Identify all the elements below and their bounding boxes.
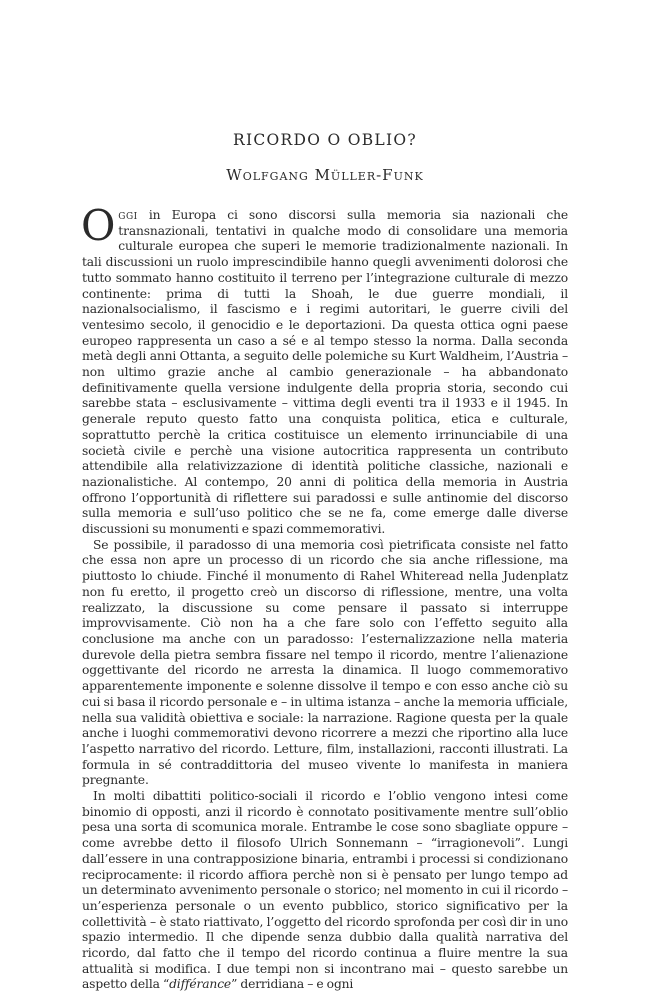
- body-text: [81, 201, 568, 993]
- drop-cap: O: [81, 201, 116, 250]
- chapter-title: RICORDO O OBLIO?: [232, 131, 418, 149]
- paragraph-3: [82, 789, 568, 993]
- first-word-small-caps: ggi: [118, 208, 138, 222]
- paragraph-3-end: ” derridiana – e ogni: [231, 977, 354, 992]
- author-name: Wolfgang Müller-Funk: [226, 166, 424, 184]
- paragraph-1: [81, 201, 568, 538]
- paragraph-3-text: In molti dibattiti politico-sociali il ricordo e l’oblio vengono intesi come binomio di opposti, anzi il ricordo è connotato positivamente mentre sull’oblio pesa una sorta di scomunica morale. Entrambe le cose sono sbagliate oppure – come avrebbe detto il filosofo Ulrich Sonnemann – “irragionevoli”. Lungi dall’essere in una contrapposizione binaria, entrambi i processi si condizionano reciprocamente: il ricordo affiora perchè non si è pensato per lungo tempo ad un determinato avvenimento personale o storico; nel momento in cui il ricordo – un’esperienza personale o un evento pubblico, storico significativo per la collettività – è stato riattivato, l’oggetto del ricordo sprofonda per così dir in uno spazio intermedio. Il che dipende senza dubbio dalla qualità narrativa del ricordo, dal fatto che il tempo del ricordo continua a fluire mentre la sua attualità si modifica. I due tempi non si incontrano mai – questo sarebbe un aspetto della “: [82, 789, 568, 992]
- paragraph-1-text: in Europa ci sono discorsi sulla memoria sia nazionali che transnazionali, tentativi in qualche modo di consolidare una memoria culturale europea che superi le memorie tradizionalmente nazionali. In tali discussioni un ruolo imprescindibile hanno quegli avvenimenti dolorosi che tutto sommato hanno costituito il terreno per l’integrazione culturale di mezzo continente: prima di tutti la Shoah, le due guerre mondiali, il nazionalsocialismo, il fascismo e i regimi autoritari, le guerre civili del ventesimo secolo, il genocidio e le deportazioni. Da questa ottica ogni paese europeo rappresenta un caso a sé e al tempo stesso la norma. Dalla seconda metà degli anni Ottanta, a seguito delle polemiche su Kurt Waldheim, l’Austria – non ultimo grazie anche al cambio generazionale – ha abbandonato definitivamente quella versione indulgente della propria storia, secondo cui sarebbe stata – esclusivamente – vittima degli eventi tra il 1933 e il 1945. In generale reputo questo fatto una conquista politica, etica e culturale, soprattutto perchè la critica costituisce un elemento irrinunciabile di una società civile e perchè una visione autocritica rappresenta un contributo attendibile alla relativizzazione di identità politiche classiche, nazionali e nazionalistiche. Al contempo, 20 anni di politica della memoria in Austria offrono l’opportunità di riflettere sui paradossi e sulle antinomie del discorso sulla memoria e sull’uso politico che se ne fa, come emerge dalle diverse discussioni su monumenti e spazi commemorativi.: [82, 208, 568, 537]
- italic-term: différance: [169, 977, 232, 992]
- paragraph-2: Se possibile, il paradosso di una memoria così pietrificata consiste nel fatto che essa non apre un processo di un ricordo che sia anche riflessione, ma piuttosto lo chiude. Finché il monumento di Rahel Whiteread nella Judenplatz non fu eretto, il progetto creò un discorso di riflessione, mentre, una volta realizzato, la discussione su come pensare il passato si interruppe improvvisamente. Ciò non ha a che fare solo con l’effetto seguito alla conclusione ma anche con un paradosso: l’esternalizzazione nella materia durevole della pietra sembra fissare nel tempo il ricordo, mentre l’alienazione oggettivante del ricordo ne arresta la dinamica. Il luogo commemorativo apparentemente imponente e solenne dissolve il tempo e con esso anche ciò su cui si basa il ricordo personale e – in ultima istanza – anche la memoria ufficiale, nella sua validità obiettiva e sociale: la narrazione. Ragione questa per la quale anche i luoghi commemorativi devono ricorrere a mezzi che riportino alla luce l’aspetto narrativo del ricordo. Letture, film, installazioni, racconti illustrati. La formula in sé contraddittoria del museo vivente lo manifesta in maniera pregnante.: [82, 537, 568, 788]
